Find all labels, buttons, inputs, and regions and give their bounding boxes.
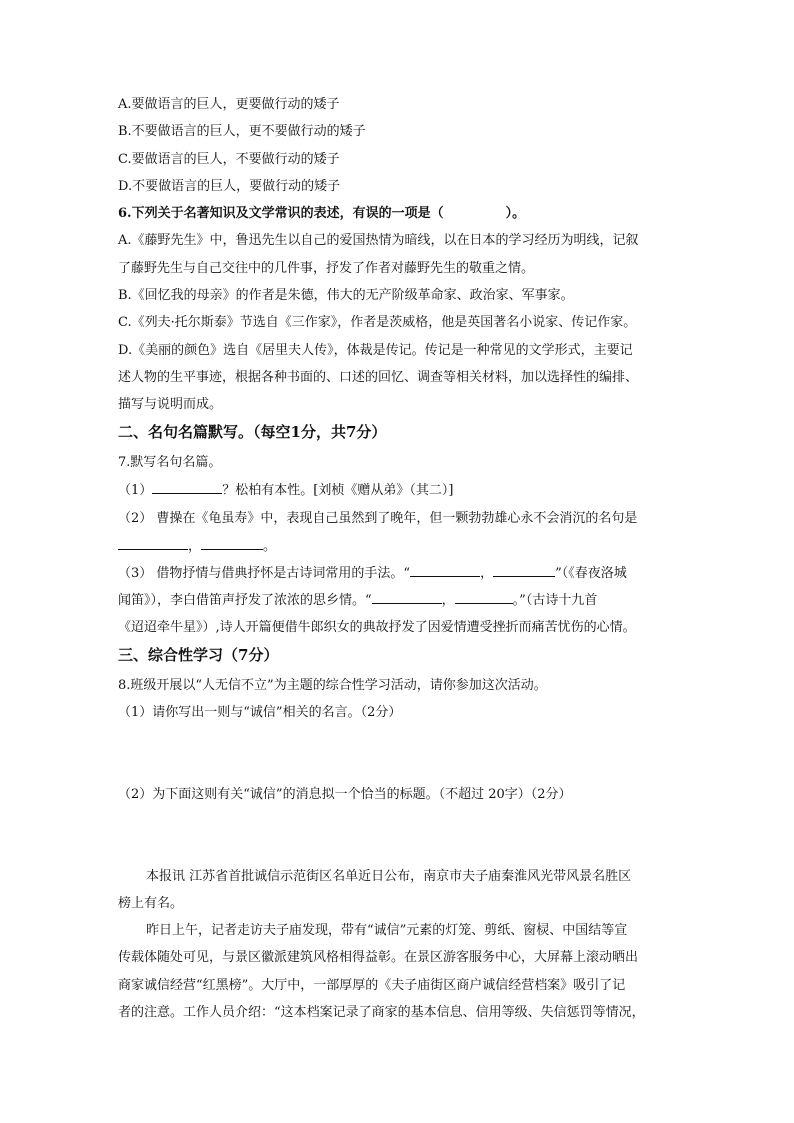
q5-option-b: B.不要做语言的巨人，更不要做行动的矮子 <box>118 124 366 139</box>
q6-option-d-line3: 描写与说明而成。 <box>118 397 223 412</box>
q7-item1-prefix: （1） <box>118 483 153 498</box>
q7-item3-line3: 《迢迢牵牛星》）,诗人开篇便借牛郎织女的典故抒发了因爱情遭受挫折而痛苦忧伤的心情。 <box>118 620 636 635</box>
news-p2-line4: 者的注意。工作人员介绍：“这本档案记录了商家的基本信息、信用等级、失信惩罚等情况， <box>118 1005 645 1020</box>
answer-blank[interactable] <box>152 481 222 494</box>
q5-option-a: A.要做语言的巨人，更要做行动的矮子 <box>118 97 340 112</box>
answer-blank[interactable] <box>118 537 188 550</box>
answer-blank[interactable] <box>455 591 513 604</box>
q7-item3-line2-a: 闻笛》），李白借笛声抒发了浓浓的思乡情。“ <box>118 593 372 608</box>
q7-item1 <box>118 481 678 500</box>
q6-option-a-line2: 了藤野先生与自己交往中的几件事，抒发了作者对藤野先生的敬重之情。 <box>118 261 535 276</box>
q6-option-b: B.《回忆我的母亲》的作者是朱德，伟大的无产阶级革命家、政治家、军事家。 <box>118 288 574 303</box>
q7-item3-line2-b: 。”（古诗十九首 <box>512 593 598 608</box>
answer-blank[interactable] <box>493 564 555 577</box>
news-p1-line1: 本报讯 江苏省首批诚信示范街区名单近日公布，南京市夫子庙秦淮风光带风景名胜区 <box>146 869 632 884</box>
q6-option-d-line2: 述人物的生平事迹，根据各种书面的、口述的回忆、调查等相关材料，加以选择性的编排、 <box>118 370 639 385</box>
q5-option-c: C.要做语言的巨人，不要做行动的矮子 <box>118 152 340 167</box>
separator: ， <box>480 566 494 581</box>
q5-option-d: D.不要做语言的巨人，要做行动的矮子 <box>118 179 341 194</box>
q6-option-d-line1: D.《美丽的颜色》选自《居里夫人传》，体裁是传记。传记是一种常见的文学形式，主要记 <box>118 343 633 358</box>
q6-stem-before: 6.下列关于名著知识及文学常识的表述，有误的一项是（ <box>118 206 444 221</box>
q7-item3-line1 <box>118 564 678 583</box>
news-p2-line2: 传载体随处可见，与景区徽派建筑风格相得益彰。在景区游客服务中心，大屏幕上滚动晒出 <box>118 950 639 965</box>
separator: ， <box>441 593 455 608</box>
q7-item2-line1: （2） 曹操在《龟虽寿》中，表现自己虽然到了晚年，但一颗勃勃雄心永不会消沉的名句是 <box>118 511 638 526</box>
q7-stem: 7.默写名句名篇。 <box>118 455 222 470</box>
news-p2-line3: 商家诚信经营“红黑榜”。大厅中，一部厚厚的《夫子庙街区商户诚信经营档案》吸引了记 <box>118 978 626 993</box>
q7-item3-line1-b: ”（《春夜洛城 <box>555 566 627 581</box>
q6-stem-after: ）。 <box>505 206 526 221</box>
q7-item2-line2 <box>118 537 678 556</box>
q6-option-a-line1: A.《藤野先生》中，鲁迅先生以自己的爱国热情为暗线，以在日本的学习经历为明线，记叙 <box>118 233 639 248</box>
q7-item3-line2 <box>118 591 678 610</box>
period: 。 <box>263 539 277 554</box>
news-p2-line1: 昨日上午，记者走访夫子庙发现，带有“诚信”元素的灯笼、剪纸、窗棂、中国结等宣 <box>146 923 628 938</box>
q6-stem <box>118 205 678 223</box>
answer-blank[interactable] <box>201 537 263 550</box>
answer-blank[interactable] <box>372 591 442 604</box>
q7-item1-suffix: ？松柏有本性。[刘桢《赠从弟》（其二）] <box>222 483 454 498</box>
news-p1-line2: 榜上有名。 <box>118 896 184 911</box>
q8-sub1: （1）请你写出一则与“诚信”相关的名言。（2分） <box>118 705 402 720</box>
q8-stem: 8.班级开展以“人无信不立”为主题的综合性学习活动，请你参加这次活动。 <box>118 678 547 693</box>
section3-title: 三、综合性学习（7分） <box>118 646 279 664</box>
answer-blank[interactable] <box>410 564 480 577</box>
section2-title: 二、名句名篇默写。（每空1分，共7分） <box>118 423 387 441</box>
separator: ， <box>188 539 202 554</box>
q8-sub2: （2）为下面这则有关“诚信”的消息拟一个恰当的标题。（不超过 20字）（2分） <box>118 787 572 802</box>
q7-item3-line1-a: （3） 借物抒情与借典抒怀是古诗词常用的手法。“ <box>118 566 411 581</box>
q6-option-c: C.《列夫·托尔斯泰》节选自《三作家》，作者是茨威格，他是英国著名小说家、传记作家。 <box>118 315 637 330</box>
